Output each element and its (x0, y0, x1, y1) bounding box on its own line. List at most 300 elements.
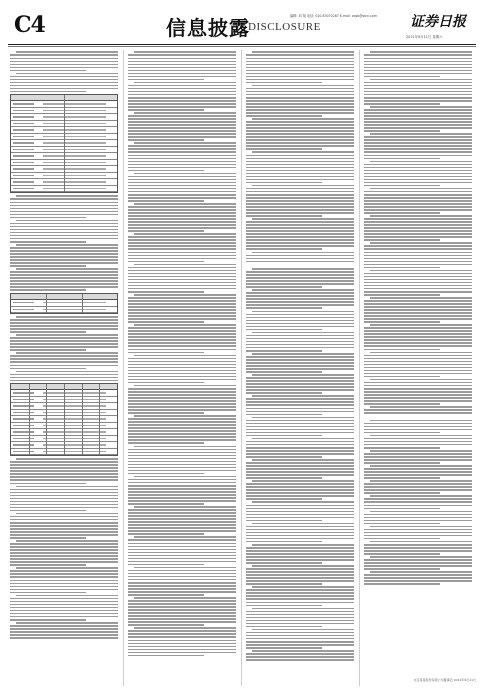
text-line (246, 605, 322, 607)
text-line (364, 580, 472, 582)
text-line (252, 565, 354, 567)
column-divider (359, 50, 360, 686)
text-line (246, 483, 354, 485)
text-line (364, 127, 472, 129)
text-line (10, 61, 118, 63)
text-line (246, 70, 354, 72)
text-line (246, 356, 354, 358)
text-line (10, 528, 118, 530)
text-line (246, 170, 354, 172)
text-line (246, 404, 354, 406)
text-line (10, 479, 118, 481)
text-line (246, 323, 354, 325)
text-line (10, 256, 118, 258)
text-line (246, 462, 354, 464)
text-line (246, 520, 322, 522)
text-line (364, 109, 472, 111)
text-line (10, 516, 118, 518)
table-column-line (82, 384, 83, 455)
text-line (364, 318, 472, 320)
text-line (246, 148, 322, 150)
text-line (128, 412, 204, 414)
text-line (128, 200, 204, 202)
text-line (128, 373, 236, 375)
text-line (364, 358, 472, 360)
text-line (128, 212, 236, 214)
text-line (10, 235, 118, 237)
text-line (128, 85, 236, 87)
text-line (128, 197, 236, 199)
text-line (128, 491, 236, 493)
text-line (246, 647, 322, 649)
text-line (10, 274, 118, 276)
text-line (246, 411, 354, 413)
text-line (246, 124, 354, 126)
text-line (364, 547, 472, 549)
text-line (10, 467, 118, 469)
text-line (370, 324, 472, 326)
text-line (246, 242, 354, 244)
text-line (246, 133, 354, 135)
text-line (128, 121, 236, 123)
text-line (246, 61, 354, 63)
text-line (364, 239, 440, 241)
text-line (370, 541, 472, 543)
text-line (252, 332, 354, 334)
text-line (10, 476, 118, 478)
text-line (364, 355, 472, 357)
text-line (364, 385, 472, 387)
text-line (364, 327, 472, 329)
text-line (128, 261, 204, 263)
text-line (134, 567, 236, 569)
text-line (246, 335, 354, 337)
text-line (246, 368, 354, 370)
text-line (364, 492, 440, 494)
text-line (252, 417, 354, 419)
text-line (16, 244, 118, 246)
text-line (10, 337, 118, 339)
text-line (128, 427, 236, 429)
text-line (10, 349, 86, 351)
text-line (128, 394, 236, 396)
text-line (128, 543, 236, 545)
text-line (128, 248, 236, 250)
text-line (364, 583, 440, 585)
column-2 (128, 50, 236, 686)
text-line (10, 253, 118, 255)
masthead (8, 8, 476, 44)
text-line (364, 291, 472, 293)
text-line (370, 435, 472, 437)
text-line (364, 367, 472, 369)
text-line (252, 185, 354, 187)
text-line (128, 573, 236, 575)
text-line (364, 330, 472, 332)
text-line (246, 426, 354, 428)
text-line (128, 358, 236, 360)
text-line (364, 535, 472, 537)
text-line (134, 627, 236, 629)
text-line (364, 477, 440, 479)
text-line (364, 364, 472, 366)
text-line (370, 79, 472, 81)
text-line (10, 374, 118, 376)
text-line (246, 653, 354, 655)
column-4 (364, 50, 472, 686)
text-line (364, 349, 440, 351)
text-line (16, 51, 118, 53)
text-line (128, 242, 236, 244)
text-line (246, 441, 354, 443)
text-line (10, 377, 118, 379)
text-line (252, 151, 354, 153)
text-line (128, 418, 236, 420)
text-line (128, 473, 204, 475)
text-line (364, 185, 440, 187)
text-line (246, 359, 354, 361)
text-line (364, 73, 472, 75)
text-line (246, 227, 354, 229)
text-line (10, 325, 118, 327)
text-line (246, 641, 354, 643)
text-line (10, 604, 118, 606)
text-line (134, 597, 236, 599)
text-line (252, 501, 354, 503)
text-line (364, 471, 472, 473)
text-line (16, 622, 118, 624)
text-line (10, 229, 118, 231)
text-line (364, 179, 472, 181)
text-line (246, 547, 354, 549)
text-line (246, 317, 354, 319)
text-line (364, 426, 472, 428)
issue-date: 2021年9月11日 星期六 (406, 35, 443, 39)
text-line (128, 546, 236, 548)
text-line (128, 503, 204, 505)
text-line (364, 285, 472, 287)
text-line (128, 533, 204, 535)
text-line (10, 625, 118, 627)
text-line (252, 311, 354, 313)
text-line (364, 191, 472, 193)
text-line (246, 447, 354, 449)
text-line (128, 594, 204, 596)
text-line (246, 468, 354, 470)
text-line (246, 301, 354, 303)
text-line (246, 58, 354, 60)
text-line (364, 486, 472, 488)
text-line (364, 115, 472, 117)
text-line (364, 121, 472, 123)
text-line (10, 319, 118, 321)
text-line (10, 262, 118, 264)
text-line (364, 130, 440, 132)
footer-note: 北京某某股份有限公司董事会 2021年9月11日 (413, 678, 476, 682)
text-line (246, 350, 322, 352)
text-line (246, 194, 354, 196)
text-line (128, 376, 236, 378)
text-line (128, 230, 204, 232)
text-line (128, 618, 236, 620)
text-line (364, 145, 472, 147)
text-line (128, 139, 204, 141)
text-line (128, 258, 236, 260)
text-line (252, 289, 354, 291)
text-line (128, 282, 236, 284)
text-line (246, 623, 354, 625)
text-line (134, 233, 236, 235)
table-column-line (82, 294, 83, 313)
text-line (10, 241, 86, 243)
text-line (364, 67, 472, 69)
text-line (364, 523, 440, 525)
table-column-line (64, 384, 65, 455)
text-line (128, 421, 236, 423)
text-line (246, 383, 354, 385)
text-line (364, 94, 472, 96)
text-line (128, 303, 236, 305)
text-line (246, 130, 354, 132)
text-line (10, 368, 86, 370)
text-line (246, 127, 354, 129)
text-line (364, 514, 472, 516)
text-line (128, 470, 236, 472)
text-line (128, 76, 236, 78)
text-line (364, 315, 472, 317)
text-line (370, 297, 472, 299)
text-line (364, 300, 472, 302)
text-line (16, 371, 118, 373)
text-line (364, 361, 472, 363)
text-line (364, 342, 472, 344)
text-line (128, 300, 236, 302)
text-line (246, 286, 322, 288)
text-line (128, 167, 236, 169)
text-line (246, 164, 354, 166)
text-line (128, 339, 236, 341)
text-line (128, 215, 236, 217)
text-line (364, 255, 472, 257)
text-line (10, 85, 118, 87)
text-line (128, 267, 236, 269)
text-line (370, 215, 472, 217)
text-line (246, 580, 354, 582)
text-line (246, 136, 354, 138)
text-line (246, 389, 354, 391)
text-line (10, 346, 118, 348)
text-line (364, 294, 440, 296)
text-line (128, 73, 236, 75)
text-line (10, 358, 118, 360)
text-line (128, 388, 236, 390)
text-line (128, 179, 236, 181)
table-column-line (46, 294, 47, 313)
text-line (128, 591, 236, 593)
text-line (10, 489, 118, 491)
text-line (370, 51, 472, 53)
text-line (246, 453, 354, 455)
text-line (128, 148, 236, 150)
text-line (246, 401, 354, 403)
text-line (128, 630, 236, 632)
text-line (246, 283, 354, 285)
text-line (364, 532, 472, 534)
text-line (128, 276, 236, 278)
text-line (134, 446, 236, 448)
text-line (246, 553, 354, 555)
text-line (10, 217, 86, 219)
text-line (246, 398, 354, 400)
text-line (16, 458, 118, 460)
text-line (364, 100, 472, 102)
text-line (128, 615, 236, 617)
text-line (364, 203, 472, 205)
text-line (364, 194, 472, 196)
text-line (10, 283, 118, 285)
text-line (370, 270, 472, 272)
text-line (128, 442, 204, 444)
text-line (246, 614, 354, 616)
text-line (370, 133, 472, 135)
text-line (128, 306, 236, 308)
text-line (364, 70, 472, 72)
text-line (246, 236, 354, 238)
text-line (246, 94, 354, 96)
text-line (364, 459, 472, 461)
text-line (252, 586, 354, 588)
text-line (134, 142, 236, 144)
text-line (252, 118, 354, 120)
text-line (246, 197, 354, 199)
text-line (364, 142, 472, 144)
text-line (364, 312, 472, 314)
text-line (128, 424, 236, 426)
text-line (10, 198, 118, 200)
text-line (364, 520, 472, 522)
text-line (364, 182, 472, 184)
column-divider (241, 50, 242, 686)
text-line (364, 245, 472, 247)
text-line (364, 553, 440, 555)
text-line (246, 295, 354, 297)
text-line (246, 67, 354, 69)
text-line (364, 550, 472, 552)
text-line (246, 347, 354, 349)
text-line (252, 629, 354, 631)
text-line (128, 521, 236, 523)
text-line (128, 206, 236, 208)
text-line (246, 88, 354, 90)
text-line (128, 430, 236, 432)
text-line (364, 233, 472, 235)
text-line (364, 333, 472, 335)
text-line (128, 585, 236, 587)
text-line (10, 361, 118, 363)
text-line (364, 267, 440, 269)
text-line (128, 494, 236, 496)
text-line (128, 439, 236, 441)
text-line (10, 589, 118, 591)
text-line (246, 471, 354, 473)
text-line (246, 632, 354, 634)
table-row (11, 307, 117, 314)
text-line (10, 355, 118, 357)
text-line (128, 530, 236, 532)
text-line (246, 489, 354, 491)
text-line (128, 379, 236, 381)
text-line (128, 433, 236, 435)
text-line (134, 51, 236, 53)
text-line (128, 182, 236, 184)
text-line (10, 637, 118, 639)
text-line (246, 486, 354, 488)
text-line (10, 525, 118, 527)
text-line (246, 292, 354, 294)
text-line (364, 489, 472, 491)
table-column-line (29, 384, 30, 455)
text-line (246, 450, 354, 452)
text-line (370, 420, 472, 422)
text-line (246, 435, 322, 437)
text-line (10, 277, 118, 279)
text-line (364, 118, 472, 120)
text-line (10, 64, 118, 66)
text-line (128, 467, 236, 469)
text-line (16, 486, 118, 488)
text-line (364, 61, 472, 63)
text-line (10, 250, 118, 252)
text-line (364, 306, 472, 308)
text-line (10, 70, 86, 72)
text-line (364, 176, 472, 178)
text-line (246, 583, 322, 585)
text-line (246, 271, 354, 273)
text-line (128, 643, 236, 645)
text-line (246, 274, 354, 276)
text-line (10, 289, 86, 291)
text-line (128, 636, 236, 638)
text-line (246, 298, 354, 300)
text-line (10, 380, 118, 382)
column-divider (123, 50, 124, 686)
text-line (364, 276, 472, 278)
text-line (370, 450, 472, 452)
text-line (246, 529, 354, 531)
text-line (128, 570, 236, 572)
text-line (128, 321, 204, 323)
text-line (246, 277, 354, 279)
text-line (364, 224, 472, 226)
text-line (128, 194, 236, 196)
text-line (246, 209, 354, 211)
text-line (10, 259, 118, 261)
text-line (364, 64, 472, 66)
text-line (364, 498, 472, 500)
text-line (246, 474, 354, 476)
text-line (246, 559, 354, 561)
text-line (10, 580, 118, 582)
text-line (364, 170, 472, 172)
text-line (10, 205, 118, 207)
text-line (370, 106, 472, 108)
text-line (128, 500, 236, 502)
text-line (134, 264, 236, 266)
text-line (246, 362, 354, 364)
text-line (246, 386, 354, 388)
text-line (246, 477, 322, 479)
text-line (128, 612, 236, 614)
